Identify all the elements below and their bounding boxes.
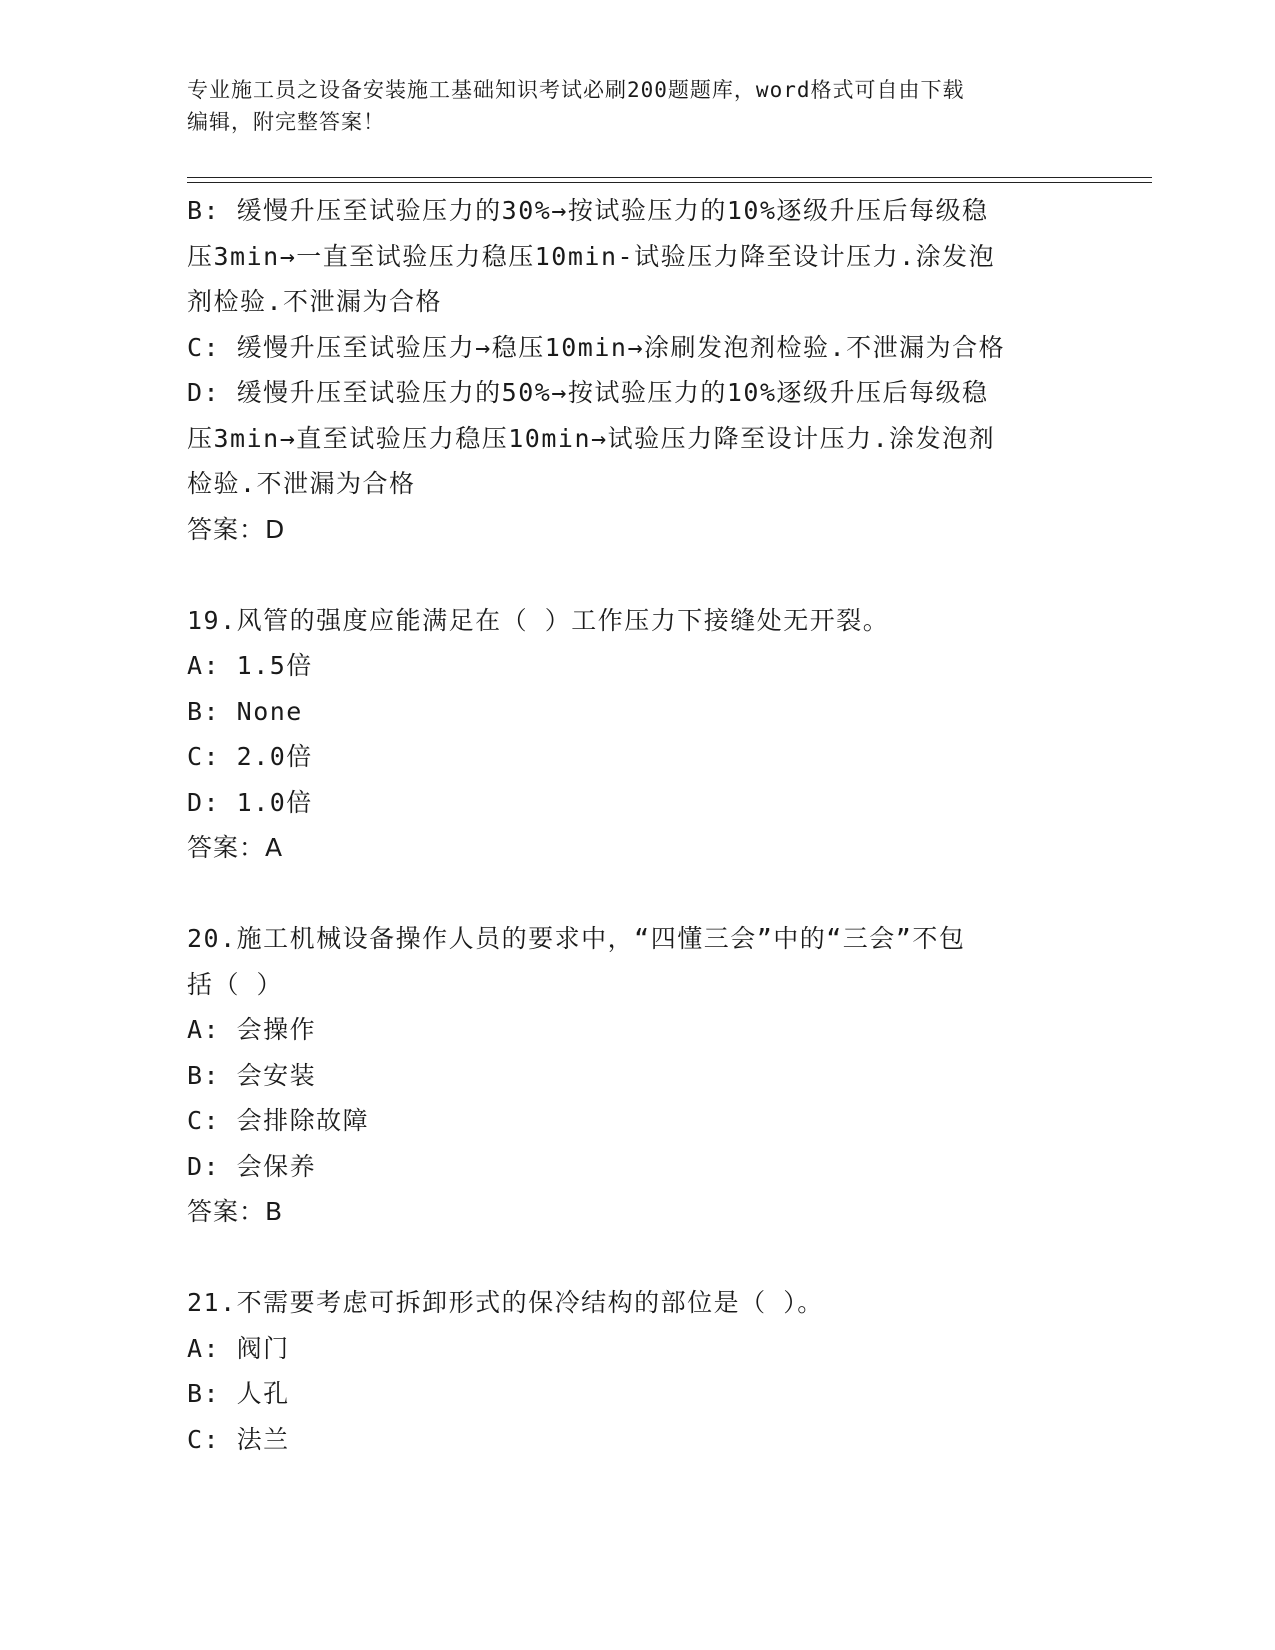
spacer — [187, 1235, 1087, 1281]
answer: 答案：D — [187, 514, 286, 544]
header-rule-top — [187, 177, 1152, 178]
spacer — [187, 552, 1087, 598]
question-20 — [187, 916, 1087, 1235]
question-21 — [187, 1280, 1087, 1462]
option-c: C: 2.0倍 — [187, 742, 313, 771]
option-c: C: 法兰 — [187, 1424, 290, 1454]
option-a: A: 1.5倍 — [187, 651, 313, 680]
option-a: A: 阀门 — [187, 1333, 290, 1363]
question-text: 21.不需要考虑可拆卸形式的保冷结构的部位是（ ）。 — [187, 1288, 824, 1317]
header-line-2: 编辑，附完整答案！ — [187, 110, 385, 134]
question-19 — [187, 598, 1087, 871]
option-d-line-3: 检验.不泄漏为合格 — [187, 469, 416, 498]
option-b-line-1: B: 缓慢升压至试验压力的30%→按试验压力的10%逐级升压后每级稳 — [187, 196, 989, 225]
spacer — [187, 871, 1087, 917]
option-d: D: 1.0倍 — [187, 787, 313, 817]
question-text-line-2: 括（ ） — [187, 969, 284, 999]
option-b-line-2: 压3min→一直至试验压力稳压10min-试验压力降至设计压力.涂发泡 — [187, 241, 996, 271]
document-body — [187, 188, 1087, 1462]
header-rule-bottom — [187, 182, 1152, 183]
option-d-line-2: 压3min→直至试验压力稳压10min→试验压力降至设计压力.涂发泡剂 — [187, 423, 996, 453]
option-c: C: 缓慢升压至试验压力→稳压10min→涂刷发泡剂检验.不泄漏为合格 — [187, 332, 1006, 362]
document-header — [187, 74, 1067, 138]
header-line-1: 专业施工员之设备安装施工基础知识考试必刷200题题库，word格式可自由下载 — [187, 78, 965, 102]
option-b-line-3: 剂检验.不泄漏为合格 — [187, 287, 443, 316]
question-text: 19.风管的强度应能满足在（ ）工作压力下接缝处无开裂。 — [187, 605, 890, 635]
option-b: B: 会安装 — [187, 1060, 317, 1090]
option-a: A: 会操作 — [187, 1015, 317, 1044]
question-18 — [187, 188, 1087, 552]
option-b: B: 人孔 — [187, 1379, 290, 1408]
answer: 答案：A — [187, 833, 284, 862]
answer: 答案：B — [187, 1197, 284, 1226]
option-d: D: 会保养 — [187, 1151, 317, 1181]
option-d-line-1: D: 缓慢升压至试验压力的50%→按试验压力的10%逐级升压后每级稳 — [187, 378, 989, 407]
option-b: B: None — [187, 696, 303, 726]
question-text-line-1: 20.施工机械设备操作人员的要求中，“四懂三会”中的“三会”不包 — [187, 924, 966, 953]
option-c: C: 会排除故障 — [187, 1106, 370, 1135]
